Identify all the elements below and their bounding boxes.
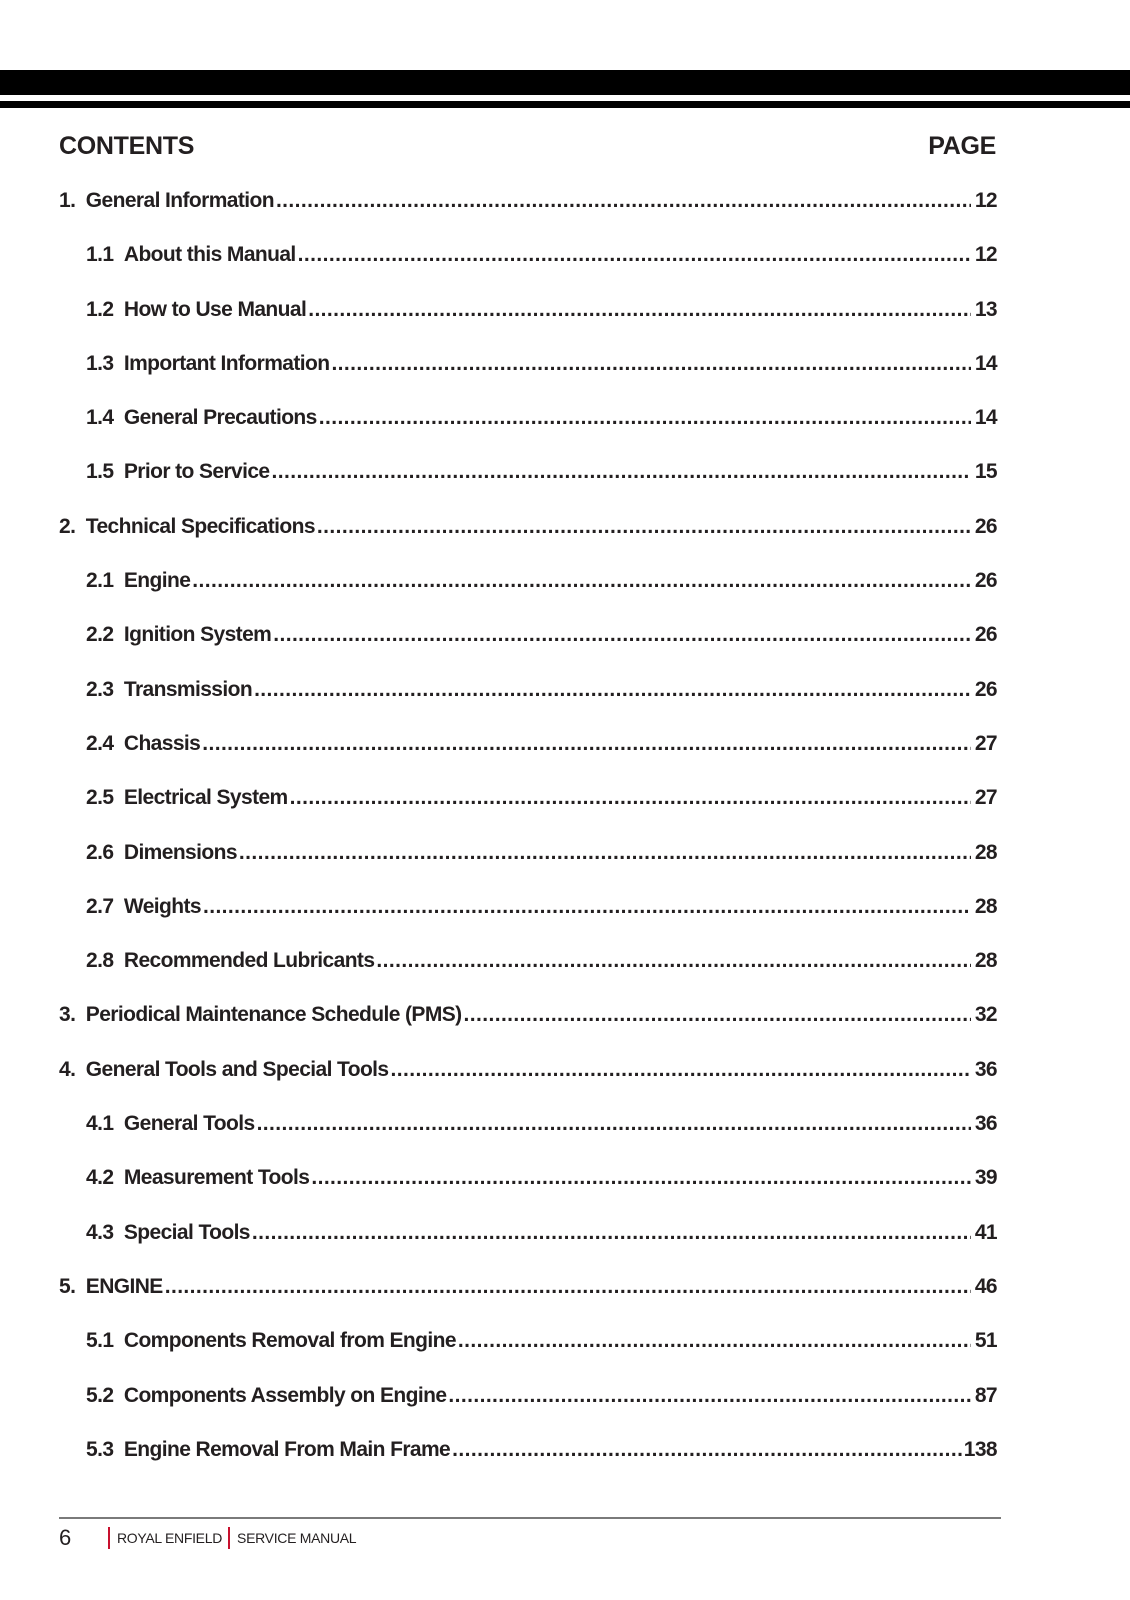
toc-entry-number: 3.	[59, 1003, 86, 1027]
toc-entry-title: General Tools and Special Tools	[85, 1057, 389, 1081]
toc-entry[interactable]	[59, 1435, 997, 1489]
toc-entry[interactable]	[59, 240, 997, 294]
toc-entry-page: 12	[974, 243, 997, 267]
toc-entry-page: 27	[974, 731, 997, 755]
toc-entry-number: 5.3	[86, 1437, 124, 1461]
toc-entry[interactable]	[59, 349, 997, 403]
toc-entry-page: 26	[974, 623, 997, 647]
toc-entry-title: Transmission	[123, 677, 253, 701]
toc-entry[interactable]	[59, 1272, 997, 1326]
toc-entry-number: 2.4	[86, 731, 124, 755]
dot-leader	[239, 838, 971, 868]
toc-entry-number: 1.5	[86, 460, 124, 484]
toc-entry-title: General Tools	[123, 1112, 255, 1136]
toc-entry-title: General Information	[85, 189, 274, 212]
dot-leader	[202, 729, 971, 759]
toc-entry-page: 14	[974, 406, 997, 430]
toc-entry-page: 36	[974, 1112, 997, 1136]
footer-brand: ROYAL ENFIELD	[117, 1530, 223, 1546]
toc-entry-page: 14	[974, 351, 997, 375]
toc-entry-title: Components Removal from Engine	[123, 1329, 456, 1353]
toc-entry-number: 5.	[59, 1274, 86, 1298]
toc-entry-page: 28	[974, 840, 997, 864]
footer-accent-bar	[228, 1527, 230, 1549]
toc-entry[interactable]	[59, 675, 997, 729]
toc-entry-number: 2.	[59, 514, 86, 538]
dot-leader	[254, 675, 971, 705]
toc-entry-title: Engine Removal From Main Frame	[123, 1437, 451, 1461]
toc-entry[interactable]	[59, 783, 997, 837]
footer-divider	[59, 1517, 1001, 1519]
toc-entry-number: 5.1	[86, 1329, 124, 1353]
toc-entry-page: 27	[974, 786, 997, 810]
page-footer	[59, 1524, 356, 1552]
toc-entry-title: Electrical System	[123, 786, 288, 810]
toc-entry-number: 2.1	[86, 569, 124, 593]
toc-entry[interactable]	[59, 566, 997, 620]
footer-manual-title: SERVICE MANUAL	[237, 1530, 357, 1546]
toc-entry-page: 12	[974, 189, 997, 212]
toc-entry[interactable]	[59, 1163, 997, 1217]
toc-entry-title: Ignition System	[123, 623, 272, 647]
toc-entry-title: Recommended Lubricants	[123, 949, 375, 973]
toc-entry-page: 138	[963, 1437, 997, 1461]
dot-leader	[252, 1218, 971, 1248]
footer-accent-bar	[108, 1527, 110, 1549]
toc-entry-number: 1.1	[86, 243, 124, 267]
toc-entry-page: 26	[974, 569, 997, 593]
toc-entry-number: 4.2	[86, 1166, 124, 1190]
toc-entry-page: 28	[974, 949, 997, 973]
toc-entry[interactable]	[59, 1109, 997, 1163]
toc-entry-page: 15	[974, 460, 997, 484]
toc-entry[interactable]	[59, 1055, 997, 1109]
toc-entry-title: Periodical Maintenance Schedule (PMS)	[85, 1003, 462, 1027]
toc-entry-number: 2.7	[86, 894, 124, 918]
toc-entry-page: 36	[974, 1057, 997, 1081]
toc-entry-page: 13	[974, 297, 997, 321]
toc-entry[interactable]	[59, 1000, 997, 1054]
toc-entry-number: 1.3	[86, 351, 124, 375]
dot-leader	[391, 1055, 972, 1085]
toc-entry-title: Technical Specifications	[85, 514, 315, 538]
dot-leader	[464, 1000, 971, 1030]
toc-entry-title: Dimensions	[123, 840, 237, 864]
toc-entry-title: Weights	[123, 894, 201, 918]
dot-leader	[203, 892, 971, 922]
toc-entry-number: 2.8	[86, 949, 124, 973]
dot-leader	[308, 295, 971, 325]
toc-entry-number: 1.2	[86, 297, 124, 321]
toc-entry-number: 4.1	[86, 1112, 124, 1136]
toc-entry-page: 39	[974, 1166, 997, 1190]
dot-leader	[319, 403, 971, 433]
dot-leader	[458, 1326, 971, 1356]
dot-leader	[290, 783, 971, 813]
toc-entry-title: General Precautions	[123, 406, 317, 430]
dot-leader	[311, 1163, 971, 1193]
toc-entry-page: 87	[974, 1383, 997, 1407]
toc-entry-title: Important Information	[123, 351, 330, 375]
toc-entry-number: 4.	[59, 1057, 86, 1081]
dot-leader	[272, 457, 971, 487]
toc-entry[interactable]	[59, 946, 997, 1000]
dot-leader	[452, 1435, 962, 1465]
toc-entry[interactable]	[59, 620, 997, 674]
toc-entry[interactable]	[59, 295, 997, 349]
toc-entry[interactable]	[59, 457, 997, 511]
toc-entry-title: Special Tools	[123, 1220, 250, 1244]
toc-entry-title: How to Use Manual	[123, 297, 307, 321]
dot-leader	[276, 186, 971, 216]
dot-leader	[448, 1381, 971, 1411]
toc-entry[interactable]	[59, 1381, 997, 1435]
toc-entry[interactable]	[59, 1326, 997, 1380]
toc-entry-number: 2.3	[86, 677, 124, 701]
toc-entry[interactable]	[59, 729, 997, 783]
page-column-heading: PAGE	[928, 132, 996, 160]
header-bar-thick	[0, 70, 1130, 95]
toc-entry-page: 28	[974, 894, 997, 918]
dot-leader	[192, 566, 971, 596]
toc-entry[interactable]	[59, 1218, 997, 1272]
toc-entry-title: Chassis	[123, 731, 201, 755]
dot-leader	[165, 1272, 971, 1302]
dot-leader	[331, 349, 971, 379]
dot-leader	[376, 946, 971, 976]
toc-entry-number: 2.2	[86, 623, 124, 647]
dot-leader	[257, 1109, 971, 1139]
table-of-contents	[59, 186, 997, 1489]
toc-entry[interactable]	[59, 838, 997, 892]
header-bar-thin	[0, 101, 1130, 108]
toc-entry-page: 32	[974, 1003, 997, 1027]
toc-entry[interactable]	[59, 403, 997, 457]
toc-entry-page: 26	[974, 514, 997, 538]
toc-entry-title: ENGINE	[85, 1274, 163, 1298]
footer-page-number: 6	[59, 1525, 72, 1550]
toc-entry-number: 1.	[59, 189, 86, 212]
toc-entry[interactable]	[59, 186, 997, 240]
toc-entry-title: Components Assembly on Engine	[123, 1383, 447, 1407]
toc-entry-number: 2.5	[86, 786, 124, 810]
toc-entry-number: 1.4	[86, 406, 124, 430]
toc-entry-page: 26	[974, 677, 997, 701]
toc-entry-page: 51	[974, 1329, 997, 1353]
toc-entry-title: Prior to Service	[123, 460, 270, 484]
contents-heading: CONTENTS	[59, 132, 195, 160]
toc-entry-number: 2.6	[86, 840, 124, 864]
dot-leader	[298, 240, 971, 270]
toc-entry-number: 4.3	[86, 1220, 124, 1244]
toc-entry-title: Measurement Tools	[123, 1166, 310, 1190]
toc-entry[interactable]	[59, 892, 997, 946]
toc-entry[interactable]	[59, 512, 997, 566]
toc-entry-title: Engine	[123, 569, 191, 593]
dot-leader	[273, 620, 971, 650]
toc-entry-page: 46	[974, 1274, 997, 1298]
toc-entry-page: 41	[974, 1220, 997, 1244]
toc-entry-title: About this Manual	[123, 243, 296, 267]
toc-entry-number: 5.2	[86, 1383, 124, 1407]
dot-leader	[317, 512, 971, 542]
